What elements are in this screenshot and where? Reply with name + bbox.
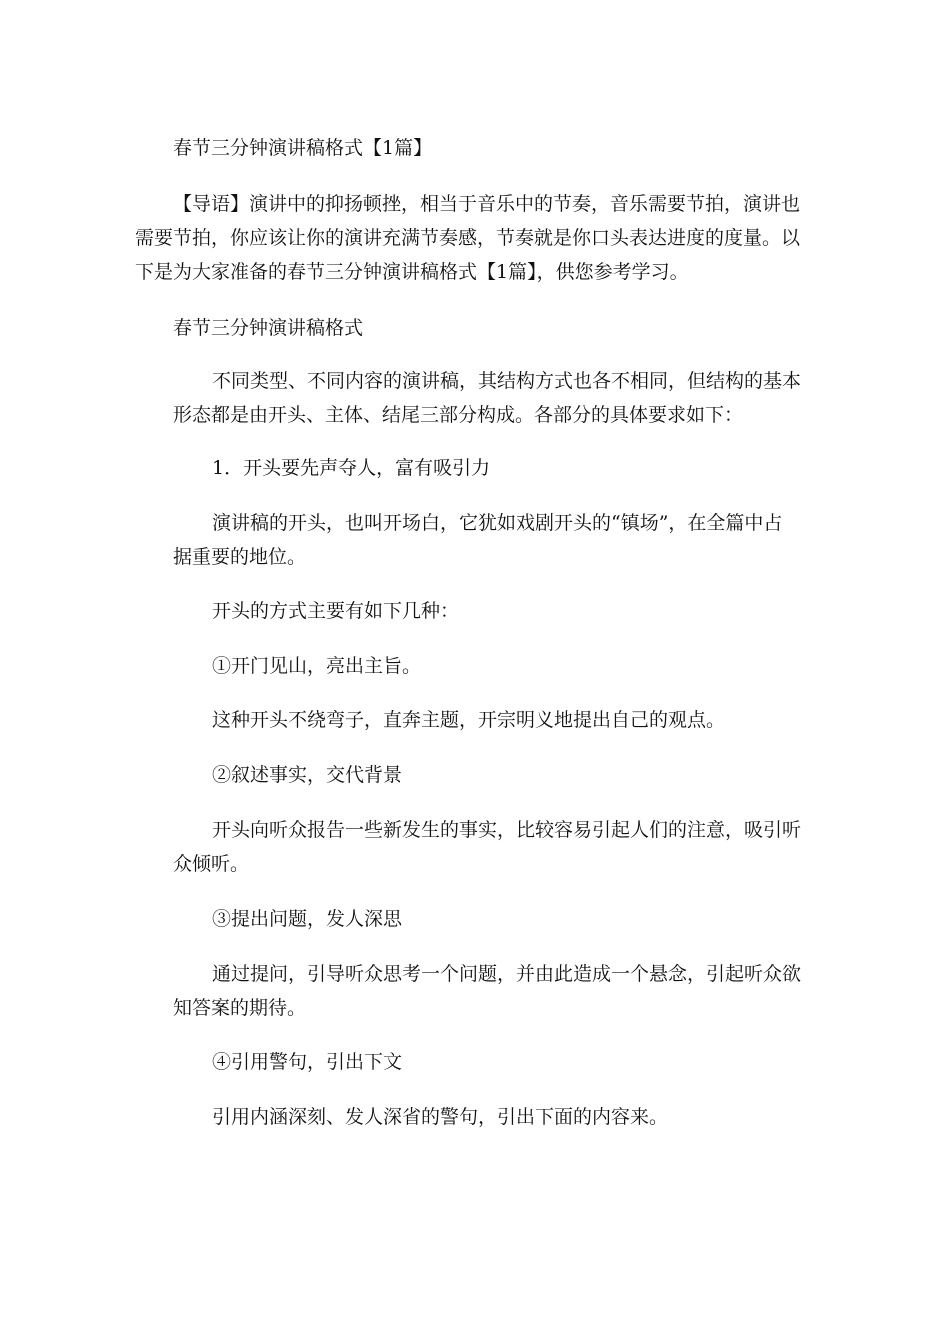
method1-text: 这种开头不绕弯子，直奔主题，开宗明义地提出自己的观点。 [212,709,726,731]
item1-line-2: 据重要的地位。 [173,546,307,568]
document-title: 春节三分钟演讲稿格式【1篇】 [173,137,433,159]
item1-line-1: 演讲稿的开头，也叫开场白，它犹如戏剧开头的“镇场”，在全篇中占 [212,512,783,534]
method1-title: ①开门见山，亮出主旨。 [212,655,422,677]
intro-line-3: 下是为大家准备的春节三分钟演讲稿格式【1篇】，供您参考学习。 [135,261,689,283]
method3-line-2: 知答案的期待。 [173,997,307,1019]
intro-line-1: 【导语】演讲中的抑扬顿挫，相当于音乐中的节奏，音乐需要节拍，演讲也 [173,193,801,215]
method2-line-2: 众倾听。 [173,853,250,875]
method4-title: ④引用警句，引出下文 [212,1051,403,1073]
structure-line-1: 不同类型、不同内容的演讲稿，其结构方式也各不相同，但结构的基本 [212,370,802,392]
method3-title: ③提出问题，发人深思 [212,908,403,930]
method2-title: ②叙述事实，交代背景 [212,764,403,786]
intro-line-2: 需要节拍，你应该让你的演讲充满节奏感，节奏就是你口头表达进度的度量。以 [135,227,801,249]
method3-line-1: 通过提问，引导听众思考一个问题，并由此造成一个悬念，引起听众欲 [212,963,802,985]
method2-line-1: 开头向听众报告一些新发生的事实，比较容易引起人们的注意，吸引听 [212,819,802,841]
methods-intro: 开头的方式主要有如下几种： [212,600,460,622]
section-heading: 春节三分钟演讲稿格式 [173,317,364,339]
structure-line-2: 形态都是由开头、主体、结尾三部分构成。各部分的具体要求如下： [173,404,744,426]
method4-text: 引用内涵深刻、发人深省的警句，引出下面的内容来。 [212,1106,669,1128]
item1-heading: 1．开头要先声夺人，富有吸引力 [212,457,491,479]
